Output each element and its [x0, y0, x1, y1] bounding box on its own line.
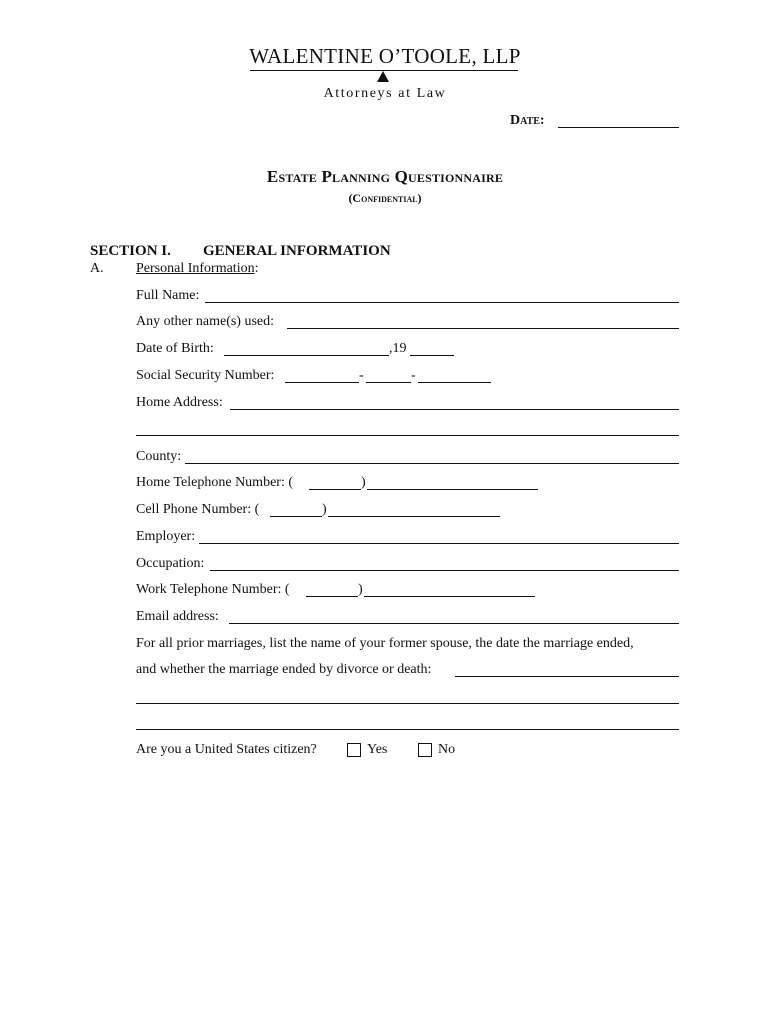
- marriages-question-line-1: For all prior marriages, list the name of your former spouse, the date the marriage ended,: [136, 636, 634, 651]
- home-phone-number-field[interactable]: [367, 489, 538, 490]
- cell-phone-area-field[interactable]: [270, 516, 322, 517]
- county-label: County:: [136, 449, 182, 464]
- home-address-label: Home Address:: [136, 395, 223, 410]
- section-number: SECTION I.: [90, 243, 171, 259]
- employer-field[interactable]: [199, 543, 679, 544]
- dob-year-prefix: ,19: [389, 341, 407, 356]
- page-subtitle: (Confidential): [348, 191, 422, 205]
- section-title: GENERAL INFORMATION: [203, 243, 391, 259]
- marriages-field[interactable]: [455, 676, 679, 677]
- cell-phone-number-field[interactable]: [328, 516, 500, 517]
- email-field[interactable]: [229, 623, 679, 624]
- citizen-yes-label: Yes: [367, 742, 388, 757]
- work-phone-number-field[interactable]: [364, 596, 535, 597]
- page-title: Estate Planning Questionnaire: [266, 167, 504, 186]
- ssn-part2-field[interactable]: [366, 382, 411, 383]
- ssn-dash-1: -: [359, 368, 364, 383]
- county-field[interactable]: [185, 463, 679, 464]
- work-phone-area-field[interactable]: [306, 596, 358, 597]
- subsection-title-text: Personal Information: [136, 261, 255, 276]
- ssn-part1-field[interactable]: [285, 382, 359, 383]
- ssn-label: Social Security Number:: [136, 368, 275, 383]
- dob-year-field[interactable]: [410, 355, 454, 356]
- firm-name: WALENTINE O’TOOLE, LLP: [249, 44, 521, 68]
- citizen-no-label: No: [438, 742, 456, 757]
- dob-label: Date of Birth:: [136, 341, 214, 356]
- occupation-field[interactable]: [210, 570, 679, 571]
- citizen-question: Are you a United States citizen?: [136, 742, 317, 757]
- occupation-label: Occupation:: [136, 556, 205, 571]
- date-field[interactable]: [558, 127, 679, 128]
- ssn-dash-2: -: [411, 368, 416, 383]
- full-name-field[interactable]: [205, 302, 679, 303]
- triangle-icon: [377, 71, 389, 82]
- ssn-part3-field[interactable]: [418, 382, 491, 383]
- marriages-question-line-2: and whether the marriage ended by divorce or death:: [136, 662, 432, 677]
- employer-label: Employer:: [136, 529, 196, 544]
- home-address-field[interactable]: [230, 409, 679, 410]
- dob-month-day-field[interactable]: [224, 355, 389, 356]
- home-phone-area-field[interactable]: [309, 489, 361, 490]
- firm-tagline: Attorneys at Law: [323, 86, 447, 101]
- work-phone-close-paren: ): [358, 582, 363, 597]
- date-label: Date:: [510, 113, 545, 128]
- other-names-label: Any other name(s) used:: [136, 314, 275, 329]
- citizen-yes-checkbox[interactable]: [347, 743, 361, 757]
- marriages-field-line-3[interactable]: [136, 729, 679, 730]
- other-names-field[interactable]: [287, 328, 679, 329]
- home-address-field-line-2[interactable]: [136, 435, 679, 436]
- subsection-letter: A.: [90, 261, 104, 276]
- cell-phone-close-paren: ): [322, 502, 327, 517]
- home-phone-close-paren: ): [361, 475, 366, 490]
- cell-phone-label: Cell Phone Number: (: [136, 502, 260, 517]
- full-name-label: Full Name:: [136, 288, 200, 303]
- subsection-title: [136, 261, 258, 277]
- marriages-field-line-2[interactable]: [136, 703, 679, 704]
- email-label: Email address:: [136, 609, 219, 624]
- work-phone-label: Work Telephone Number: (: [136, 582, 290, 597]
- home-phone-label: Home Telephone Number: (: [136, 475, 293, 490]
- citizen-no-checkbox[interactable]: [418, 743, 432, 757]
- subsection-colon: :: [254, 261, 259, 276]
